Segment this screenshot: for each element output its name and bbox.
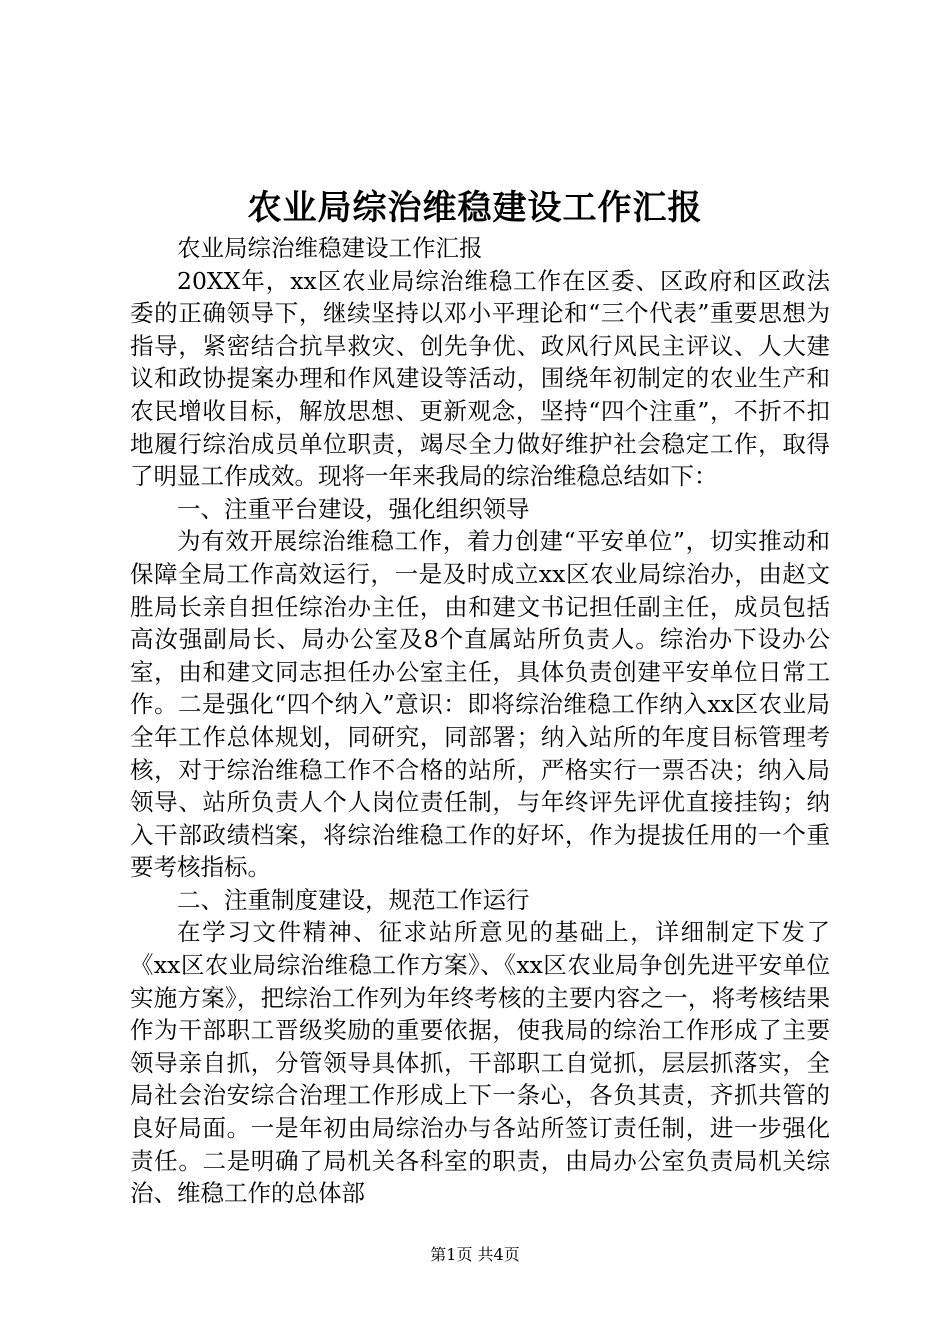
page-title: 农业局综治维稳建设工作汇报	[247, 188, 703, 228]
section-2-paragraph: 在学习文件精神、征求站所意见的基础上，详细制定下发了《xx区农业局综治维稳工作方案》、《xx区农业局争创先进平安单位实施方案》，把综治工作列为年终考核的主要内容之一，将考核结果作为干部职工晋级奖励的重要依据，使我局的综治工作形成了主要领导亲自抓，分管领导具体抓，干部职工自觉抓，层层抓落实，全局社会治安综合治理工作形成上下一条心，各负其责，齐抓共管的良好局面。一是年初由局综治办与各站所签订责任制，进一步强化责任。二是明确了局机关各科室的职责，由局办公室负责局机关综治、维稳工作的总体部	[130, 918, 830, 1208]
document-body	[130, 232, 830, 1210]
subtitle-paragraph: 农业局综治维稳建设工作汇报	[177, 234, 483, 262]
section-heading-1: 一、注重平台建设，强化组织领导	[177, 494, 530, 523]
section-1-paragraph: 为有效开展综治维稳工作，着力创建“平安单位”，切实推动和保障全局工作高效运行，一是及时成立xx区农业局综治办，由赵文胜局长亲自担任综治办主任，由和建文书记担任副主任，成员包括高汝强副局长、局办公室及8个直属站所负责人。综治办下设办公室，由和建文同志担任办公室主任，具体负责创建平安单位日常工作。二是强化“四个纳入”意识：即将综治维稳工作纳入xx区农业局全年工作总体规划，同研究，同部署；纳入站所的年度目标管理考核，对于综治维稳工作不合格的站所，严格实行一票否决；纳入局领导、站所负责人个人岗位责任制，与年终评先评优直接挂钩；纳入干部政绩档案，将综治维稳工作的好坏，作为提拔任用的一个重要考核指标。	[130, 527, 830, 882]
intro-paragraph: 20XX年，xx区农业局综治维稳工作在区委、区政府和区政法委的正确领导下，继续坚持以邓小平理论和“三个代表”重要思想为指导，紧密结合抗旱救灾、创先争优、政风行风民主评议、人大建议和政协提案办理和作风建设等活动，围绕年初制定的农业生产和农民增收目标，解放思想、更新观念，坚持“四个注重”，不折不扣地履行综治成员单位职责，竭尽全力做好维护社会稳定工作，取得了明显工作成效。现将一年来我局的综治维稳总结如下：	[130, 266, 830, 491]
page-footer: 第1页 共4页	[430, 1245, 520, 1264]
section-heading-2: 二、注重制度建设，规范工作运行	[177, 885, 530, 914]
